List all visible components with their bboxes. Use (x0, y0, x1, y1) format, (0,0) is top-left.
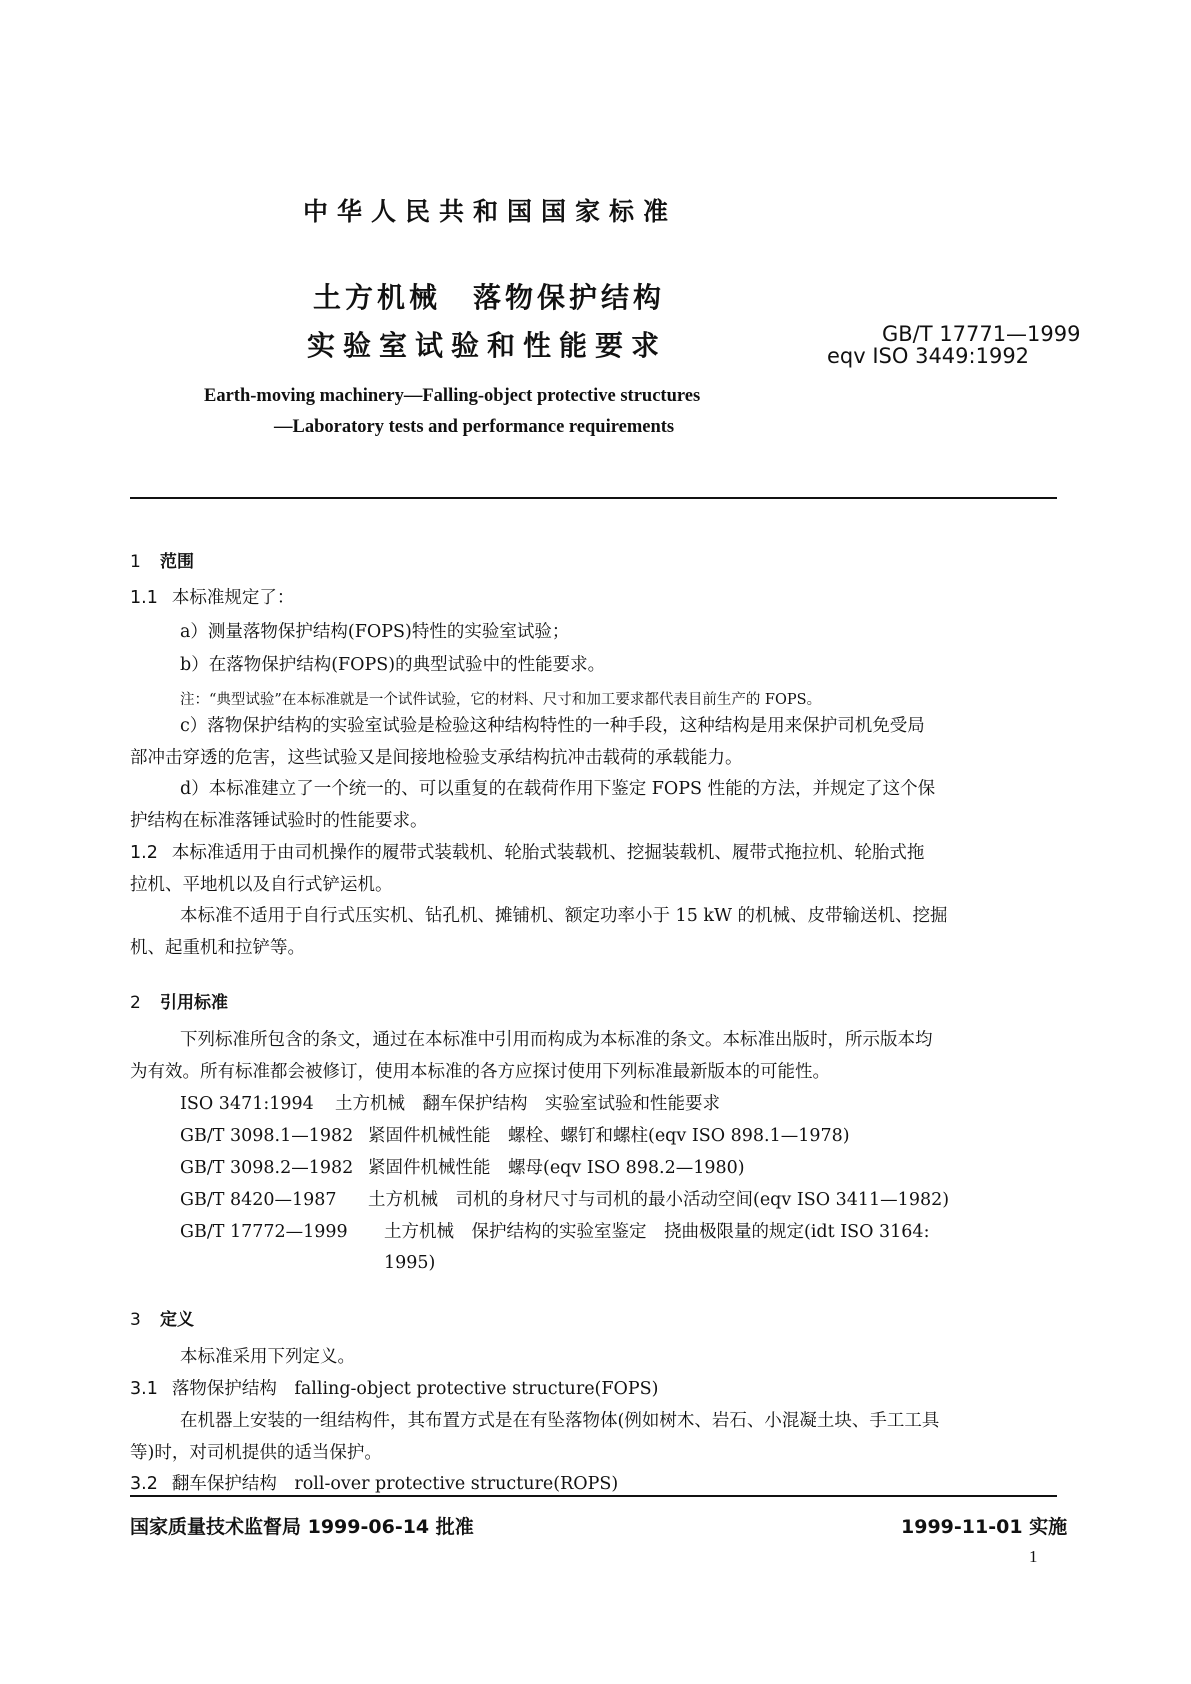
reference-code: ISO 3471:1994 (180, 1094, 314, 1114)
section-number: 3 (130, 1310, 141, 1330)
term: 落物保护结构 falling-object protective structure(FOPS) (171, 1379, 659, 1399)
standard-code: GB/T 17771—1999 (882, 322, 1081, 346)
section-2-heading (130, 988, 228, 1013)
clause-1-1 (130, 590, 294, 608)
section-1-heading (130, 547, 194, 572)
reference-code: GB/T 3098.1—1982 (180, 1126, 354, 1146)
reference-title: 土方机械 翻车保护结构 实验室试验和性能要求 (335, 1094, 720, 1114)
clause-1-2-para-2-line-1: 本标准不适用于自行式压实机、钻孔机、摊铺机、额定功率小于 15 kW 的机械、皮带输送机、挖掘 (180, 906, 948, 926)
section-2-para-line-1: 下列标准所包含的条文，通过在本标准中引用而构成为本标准的条文。本标准出版时，所示版本均 (180, 1030, 933, 1050)
implementation-date: 1999-11-01 实施 (901, 1516, 1068, 1538)
section-title: 定义 (160, 1310, 194, 1330)
section-2-para-line-2: 为有效。所有标准都会被修订，使用本标准的各方应探讨使用下列标准最新版本的可能性。 (130, 1062, 830, 1082)
title-line-2: 实验室试验和性能要求 (307, 329, 668, 362)
section-title: 范围 (160, 552, 194, 572)
section-title: 引用标准 (160, 993, 228, 1013)
national-standard-heading: 中华人民共和国国家标准 (303, 197, 678, 226)
section-number: 1 (130, 552, 141, 572)
clause-number: 3.1 (130, 1379, 158, 1399)
reference-5 (180, 1224, 929, 1242)
clause-number: 1.2 (130, 843, 158, 863)
clause-1-2-line-2: 拉机、平地机以及自行式铲运机。 (130, 875, 393, 895)
section-3-heading (130, 1305, 194, 1330)
clause-text: 本标准适用于由司机操作的履带式装载机、轮胎式装载机、挖掘装载机、履带式拖拉机、轮胎式拖 (171, 843, 925, 863)
reference-2 (180, 1128, 850, 1146)
item-a: a）测量落物保护结构(FOPS)特性的实验室试验； (180, 622, 570, 642)
page-number: 1 (1029, 1547, 1038, 1566)
item-b: b）在落物保护结构(FOPS)的典型试验中的性能要求。 (180, 655, 606, 675)
reference-code: GB/T 3098.2—1982 (180, 1158, 354, 1178)
reference-title: 紧固件机械性能 螺母(eqv ISO 898.2—1980) (368, 1158, 745, 1178)
reference-code: GB/T 8420—1987 (180, 1190, 337, 1210)
reference-title: 土方机械 司机的身材尺寸与司机的最小活动空间(eqv ISO 3411—1982) (368, 1190, 950, 1210)
reference-1 (180, 1096, 720, 1114)
item-c-line-1: c）落物保护结构的实验室试验是检验这种结构特性的一种手段，这种结构是用来保护司机免受局 (180, 716, 925, 736)
clause-3-1-definition-line-2: 等)时，对司机提供的适当保护。 (130, 1443, 382, 1463)
equivalent-iso-code: eqv ISO 3449:1992 (827, 344, 1030, 368)
term: 翻车保护结构 roll-over protective structure(ROPS) (171, 1474, 619, 1494)
section-number: 2 (130, 993, 141, 1013)
reference-title: 土方机械 保护结构的实验室鉴定 挠曲极限量的规定(idt ISO 3164: (384, 1222, 930, 1242)
title-line-1: 土方机械 落物保护结构 (313, 281, 666, 314)
clause-1-2-line-1 (130, 845, 924, 863)
clause-number: 3.2 (130, 1474, 158, 1494)
english-title-line-1: Earth-moving machinery—Falling-object protective structures (204, 386, 701, 406)
item-d-line-1: d）本标准建立了一个统一的、可以重复的在载荷作用下鉴定 FOPS 性能的方法，并规定了这个保 (180, 779, 936, 799)
reference-title: 紧固件机械性能 螺栓、螺钉和螺柱(eqv ISO 898.1—1978) (368, 1126, 850, 1146)
header-divider (130, 497, 1057, 499)
footer-divider (130, 1495, 1057, 1497)
clause-number: 1.1 (130, 588, 158, 608)
reference-4 (180, 1192, 949, 1210)
clause-3-2 (130, 1476, 618, 1494)
item-d-line-2: 护结构在标准落锤试验时的性能要求。 (130, 811, 428, 831)
clause-text: 本标准规定了： (171, 588, 295, 608)
note: 注：“典型试验”在本标准就是一个试件试验，它的材料、尺寸和加工要求都代表目前生产的 FOPS。 (180, 692, 822, 708)
english-title-line-2: —Laboratory tests and performance requirements (274, 417, 675, 437)
reference-3 (180, 1160, 745, 1178)
reference-5-continuation: 1995) (384, 1253, 436, 1273)
clause-1-2-para-2-line-2: 机、起重机和拉铲等。 (130, 938, 305, 958)
approval-date: 国家质量技术监督局 1999-06-14 批准 (130, 1516, 474, 1538)
clause-3-1 (130, 1381, 658, 1399)
reference-code: GB/T 17772—1999 (180, 1222, 348, 1242)
section-3-intro: 本标准采用下列定义。 (180, 1347, 355, 1367)
item-c-line-2: 部冲击穿透的危害，这些试验又是间接地检验支承结构抗冲击载荷的承载能力。 (130, 748, 743, 768)
clause-3-1-definition-line-1: 在机器上安装的一组结构件，其布置方式是在有坠落物体(例如树木、岩石、小混凝土块、手工工具 (180, 1411, 940, 1431)
